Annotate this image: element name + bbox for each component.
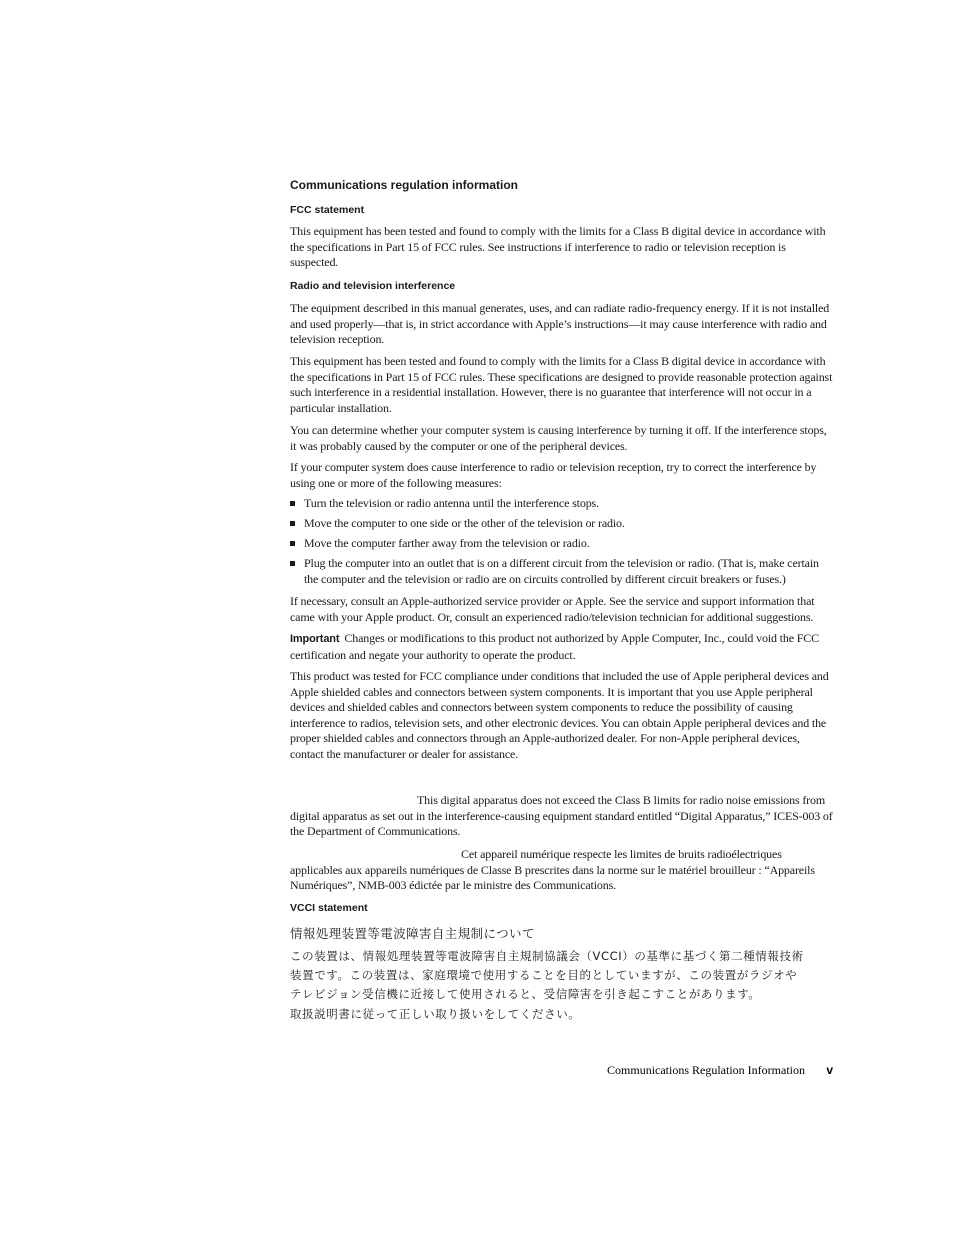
bullet-square-icon	[290, 561, 295, 566]
important-note	[290, 631, 835, 663]
page-footer	[290, 1063, 835, 1079]
vcci-japanese-statement: この装置は、情報処理装置等電波障害自主規制協議会（VCCI）の基準に基づく第二種情報技術 装置です。この装置は、家庭環境で使用することを目的としていますが、この装置がラジオや テレビジョン受信機に近接して使用されると、受信障害を引き起こすことがあります。	[290, 949, 804, 1001]
list-item: Move the computer farther away from the television or radio.	[290, 536, 835, 552]
fcc-heading: FCC statement	[290, 204, 365, 216]
radio-tv-paragraph-3: You can determine whether your computer system is causing interference by turning it off. If the interference stops, it was probably caused by the computer or one of the peripheral devices.	[290, 423, 827, 453]
radio-tv-paragraph-6: This product was tested for FCC compliance under conditions that included the use of Apple peripheral devices and Apple shielded cables and connectors between system components. It is important that you use Apple peripheral devices and shielded cables and connectors between system components to reduce the possibility of causing interference to radios, television sets, and other electronic devices. You can obtain Apple peripheral devices and the proper shielded cables and connectors through an Apple-authorized dealer. For non-Apple peripheral devices, contact the manufacturer or dealer for assistance.	[290, 669, 829, 761]
vcci-japanese-title: 情報処理装置等電波障害自主規制について	[290, 926, 535, 941]
radio-tv-paragraph-5: If necessary, consult an Apple-authorized service provider or Apple. See the service and support information that came with your Apple product. Or, consult an experienced radio/television technician for additional suggestions.	[290, 594, 815, 624]
canada-statement-en: This digital apparatus does not exceed the Class B limits for radio noise emissions from digital apparatus as set out in the interference-causing equipment standard entitled “Digital Apparatus,” ICES-003 of the Department of Communications.	[290, 793, 833, 838]
page-title: Communications regulation information	[290, 178, 519, 192]
footer-section-title: Communications Regulation Information	[607, 1063, 805, 1077]
important-text: Changes or modifications to this product not authorized by Apple Computer, Inc., could void the FCC certification and negate your authority to operate the product.	[290, 631, 819, 662]
bullet-square-icon	[290, 541, 295, 546]
vcci-japanese-instruction: 取扱説明書に従って正しい取り扱いをしてください。	[290, 1007, 581, 1021]
bullet-square-icon	[290, 501, 295, 506]
important-label: Important	[290, 633, 340, 645]
vcci-heading: VCCI statement	[290, 902, 368, 914]
page-number: v	[826, 1063, 833, 1077]
radio-tv-paragraph-4: If your computer system does cause interference to radio or television reception, try to correct the interference by using one or more of the following measures:	[290, 460, 817, 490]
fcc-intro-paragraph: This equipment has been tested and found to comply with the limits for a Class B digital device in accordance with the specifications in Part 15 of FCC rules. See instructions if interference to radio or television reception is suspected.	[290, 224, 826, 269]
list-item: Plug the computer into an outlet that is on a different circuit from the television or radio. (That is, make certain the computer and the television or radio are on circuits controlled by different circuit breakers or fuses.)	[290, 556, 835, 587]
bullet-square-icon	[290, 521, 295, 526]
radio-tv-heading: Radio and television interference	[290, 280, 456, 292]
list-item: Move the computer to one side or the other of the television or radio.	[290, 516, 835, 532]
radio-tv-paragraph-1: The equipment described in this manual generates, uses, and can radiate radio-frequency energy. If it is not installed and used properly—that is, in strict accordance with Apple’s instructions—it may cause interference with radio and television reception.	[290, 301, 830, 346]
measures-list	[290, 496, 835, 587]
radio-tv-paragraph-2: This equipment has been tested and found to comply with the limits for a Class B digital device in accordance with the specifications in Part 15 of FCC rules. These specifications are designed to provide reasonable protection against such interference in a residential installation. However, there is no guarantee that interference will not occur in a particular installation.	[290, 354, 833, 415]
list-item: Turn the television or radio antenna until the interference stops.	[290, 496, 835, 512]
canada-statement-fr: Cet appareil numérique respecte les limites de bruits radioélectriques applicables aux appareils numériques de Classe B prescrites dans la norme sur le matériel brouilleur : “Appareils Numériques”, NMB-003 édictée par le ministre des Communications.	[290, 847, 815, 892]
